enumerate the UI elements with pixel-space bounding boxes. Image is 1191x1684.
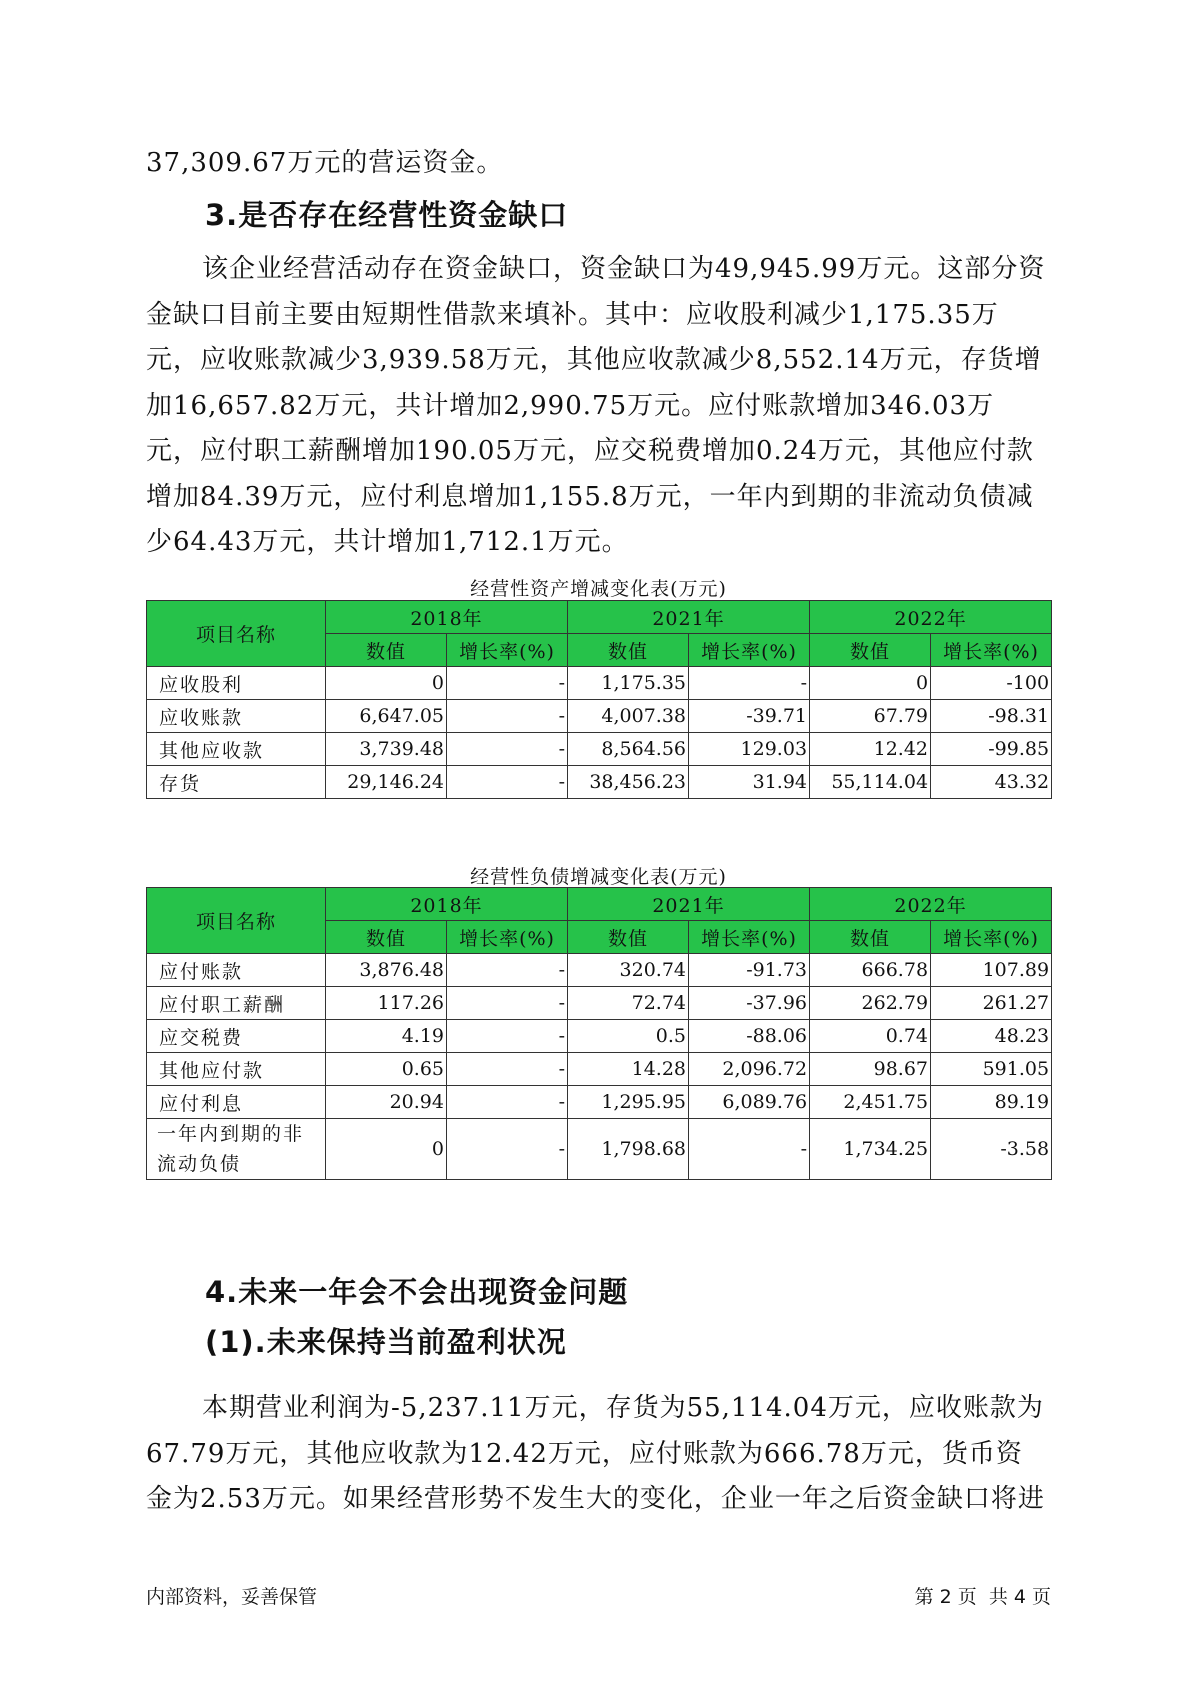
heading-subsection-4-1: (1).未来保持当前盈利状况 xyxy=(205,1325,567,1359)
operating-assets-table xyxy=(146,600,1052,799)
cell: - xyxy=(447,766,568,799)
table-row xyxy=(147,766,1052,799)
cell: 117.26 xyxy=(326,987,447,1020)
cell: -39.71 xyxy=(689,700,810,733)
cell: 0 xyxy=(326,1119,447,1180)
cell: 20.94 xyxy=(326,1086,447,1119)
row-label: 应付利息 xyxy=(147,1086,326,1119)
cell: 666.78 xyxy=(810,954,931,987)
row-label: 应收账款 xyxy=(147,700,326,733)
cell: 6,089.76 xyxy=(689,1086,810,1119)
cell: 43.32 xyxy=(931,766,1052,799)
header-growth-rate: 增长率(%) xyxy=(447,921,568,954)
cell: -98.31 xyxy=(931,700,1052,733)
cell: 320.74 xyxy=(568,954,689,987)
cell: 2,096.72 xyxy=(689,1053,810,1086)
cell: 129.03 xyxy=(689,733,810,766)
cell: 2,451.75 xyxy=(810,1086,931,1119)
cell: - xyxy=(689,667,810,700)
cell: 6,647.05 xyxy=(326,700,447,733)
header-growth-rate: 增长率(%) xyxy=(931,921,1052,954)
header-year: 2018年 xyxy=(326,601,568,634)
cell: - xyxy=(447,733,568,766)
cell: 0 xyxy=(810,667,931,700)
cell: 0.74 xyxy=(810,1020,931,1053)
header-value: 数值 xyxy=(568,921,689,954)
cell: - xyxy=(447,1053,568,1086)
cell: - xyxy=(447,954,568,987)
cell: 55,114.04 xyxy=(810,766,931,799)
cell: 0.65 xyxy=(326,1053,447,1086)
header-value: 数值 xyxy=(326,634,447,667)
paragraph-working-capital: 37,309.67万元的营运资金。 xyxy=(146,148,504,178)
row-label: 其他应收款 xyxy=(147,733,326,766)
cell: -88.06 xyxy=(689,1020,810,1053)
header-value: 数值 xyxy=(326,921,447,954)
cell: - xyxy=(447,1086,568,1119)
header-item-name: 项目名称 xyxy=(147,888,326,954)
table-row xyxy=(147,667,1052,700)
header-growth-rate: 增长率(%) xyxy=(689,921,810,954)
cell: 0 xyxy=(326,667,447,700)
row-label: 应付账款 xyxy=(147,954,326,987)
cell: 29,146.24 xyxy=(326,766,447,799)
cell: 3,739.48 xyxy=(326,733,447,766)
table-caption-liabilities: 经营性负债增减变化表(万元) xyxy=(470,866,727,888)
cell: 4.19 xyxy=(326,1020,447,1053)
operating-liabilities-table xyxy=(146,887,1052,1180)
cell: 31.94 xyxy=(689,766,810,799)
footer-page-number: 第 2 页 共 4 页 xyxy=(914,1586,1051,1608)
header-year: 2021年 xyxy=(568,888,810,921)
cell: 72.74 xyxy=(568,987,689,1020)
header-year: 2022年 xyxy=(810,888,1052,921)
cell: 107.89 xyxy=(931,954,1052,987)
cell: -3.58 xyxy=(931,1119,1052,1180)
footer-confidential-note: 内部资料，妥善保管 xyxy=(146,1586,318,1608)
table-row xyxy=(147,1086,1052,1119)
cell: 0.5 xyxy=(568,1020,689,1053)
cell: - xyxy=(447,1020,568,1053)
header-value: 数值 xyxy=(810,921,931,954)
cell: 38,456.23 xyxy=(568,766,689,799)
cell: - xyxy=(447,987,568,1020)
cell: 12.42 xyxy=(810,733,931,766)
table-row xyxy=(147,733,1052,766)
header-year: 2021年 xyxy=(568,601,810,634)
row-label: 应交税费 xyxy=(147,1020,326,1053)
header-growth-rate: 增长率(%) xyxy=(931,634,1052,667)
table-row xyxy=(147,1053,1052,1086)
table-row xyxy=(147,987,1052,1020)
cell: 261.27 xyxy=(931,987,1052,1020)
cell: 1,295.95 xyxy=(568,1086,689,1119)
cell: 262.79 xyxy=(810,987,931,1020)
paragraph-forecast: 本期营业利润为-5,237.11万元，存货为55,114.04万元，应收账款为67.79万元，其他应收款为12.42万元，应付账款为666.78万元，货币资金为2.53万元。如果经营形势不发生大的变化，企业一年之后资金缺口将进 xyxy=(146,1393,1045,1514)
heading-section-3: 3.是否存在经营性资金缺口 xyxy=(205,198,569,232)
header-year: 2018年 xyxy=(326,888,568,921)
paragraph-funding-gap: 该企业经营活动存在资金缺口，资金缺口为49,945.99万元。这部分资金缺口目前主要由短期性借款来填补。其中：应收股利减少1,175.35万元，应收账款减少3,939.58万元，其他应收款减少8,552.14万元，存货增加16,657.82万元，共计增加2,990.75万元。应付账款增加346.03万元，应付职工薪酬增加190.05万元，应交税费增加0.24万元，其他应付款增加84.39万元，应付利息增加1,155.8万元，一年内到期的非流动负债减少64.43万元，共计增加1,712.1万元。 xyxy=(146,254,1046,557)
table-row xyxy=(147,954,1052,987)
cell: - xyxy=(447,667,568,700)
cell: 89.19 xyxy=(931,1086,1052,1119)
table-caption-assets: 经营性资产增减变化表(万元) xyxy=(470,578,727,600)
cell: - xyxy=(447,700,568,733)
heading-section-4: 4.未来一年会不会出现资金问题 xyxy=(205,1275,629,1309)
cell: 1,734.25 xyxy=(810,1119,931,1180)
header-growth-rate: 增长率(%) xyxy=(447,634,568,667)
table-row xyxy=(147,700,1052,733)
cell: 1,798.68 xyxy=(568,1119,689,1180)
row-label: 应付职工薪酬 xyxy=(147,987,326,1020)
header-year: 2022年 xyxy=(810,601,1052,634)
cell: 1,175.35 xyxy=(568,667,689,700)
cell: -99.85 xyxy=(931,733,1052,766)
header-item-name: 项目名称 xyxy=(147,601,326,667)
cell: -100 xyxy=(931,667,1052,700)
cell: 98.67 xyxy=(810,1053,931,1086)
header-value: 数值 xyxy=(810,634,931,667)
header-value: 数值 xyxy=(568,634,689,667)
cell: 14.28 xyxy=(568,1053,689,1086)
cell: 67.79 xyxy=(810,700,931,733)
table-row xyxy=(147,1119,1052,1180)
cell: 8,564.56 xyxy=(568,733,689,766)
cell: 591.05 xyxy=(931,1053,1052,1086)
cell: 4,007.38 xyxy=(568,700,689,733)
cell: 48.23 xyxy=(931,1020,1052,1053)
cell: -37.96 xyxy=(689,987,810,1020)
row-label: 应收股利 xyxy=(147,667,326,700)
row-label: 存货 xyxy=(147,766,326,799)
cell: -91.73 xyxy=(689,954,810,987)
cell: 3,876.48 xyxy=(326,954,447,987)
cell: - xyxy=(689,1119,810,1180)
row-label: 其他应付款 xyxy=(147,1053,326,1086)
row-label: 一年内到期的非流动负债 xyxy=(147,1119,326,1180)
header-growth-rate: 增长率(%) xyxy=(689,634,810,667)
table-row xyxy=(147,1020,1052,1053)
cell: - xyxy=(447,1119,568,1180)
